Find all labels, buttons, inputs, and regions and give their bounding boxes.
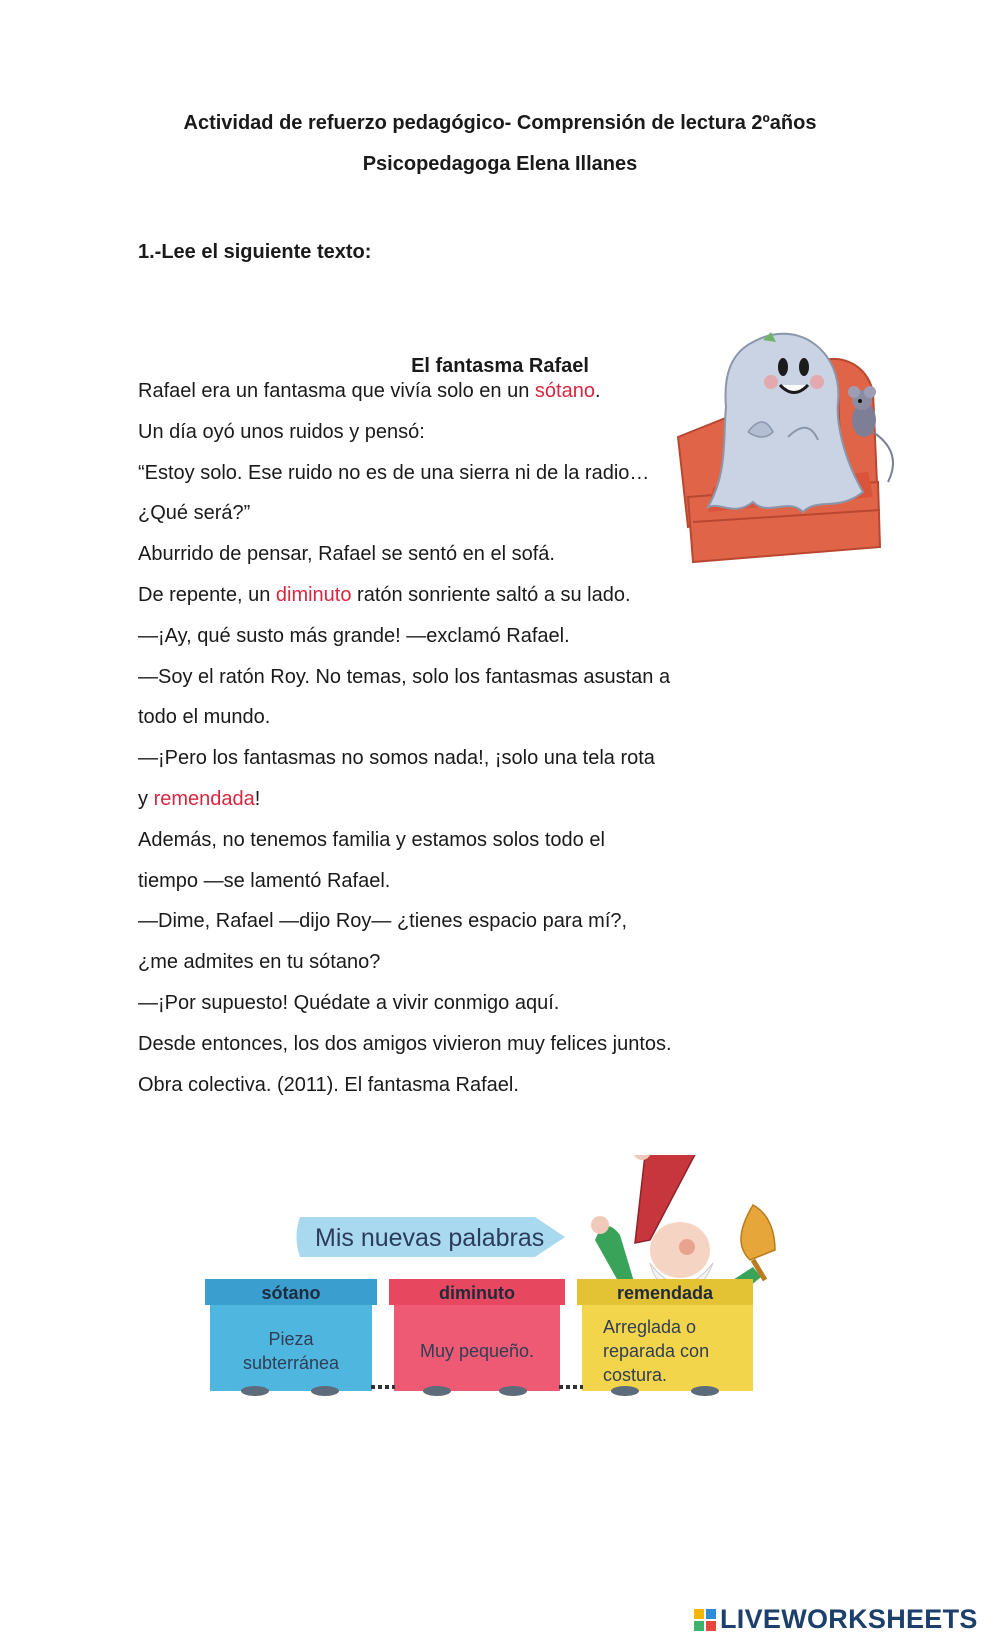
vocab-card-diminuto (389, 1279, 565, 1391)
story-text-segment: —¡Por supuesto! Quédate a vivir conmigo aquí. (138, 992, 560, 1014)
story-text-segment: Un día oyó unos ruidos y pensó: (138, 420, 425, 443)
vocab-card-remendada (577, 1279, 753, 1391)
story-text-segment: ratón sonriente saltó a su lado. (351, 584, 631, 606)
card-definition: Arreglada o (603, 1317, 697, 1337)
story-text-segment: ! (254, 788, 261, 810)
instruction: 1.-Lee el siguiente texto: (138, 241, 372, 263)
story-text-segment: ¿Qué será?” (138, 502, 251, 525)
story-line (138, 462, 649, 485)
vocabulary-banner (297, 1217, 566, 1257)
worksheet-title: Actividad de refuerzo pedagógico- Comprensión de lectura 2ºaños (183, 112, 817, 134)
story-line (138, 1033, 672, 1056)
vocabulary-word-highlight: remendada (153, 788, 255, 810)
story-line (138, 910, 627, 933)
story-line (138, 951, 380, 974)
ghost-sofa-illustration (668, 322, 928, 592)
story-text-segment: Además, no tenemos familia y estamos solos todo el (138, 828, 605, 851)
story-line (138, 706, 270, 729)
liveworksheets-logo (694, 1604, 994, 1636)
card-definition: subterránea (242, 1353, 340, 1373)
vocabulary-word-highlight: diminuto (275, 584, 352, 606)
card-definition: costura. (603, 1365, 668, 1385)
card-definition: Muy pequeño. (419, 1341, 535, 1361)
story-text-segment: Aburrido de pensar, Rafael se sentó en el sofá. (138, 543, 555, 566)
card-word: sótano (261, 1283, 321, 1303)
story-line (138, 1074, 519, 1097)
banner-label: Mis nuevas palabras (315, 1224, 545, 1252)
story-line (138, 584, 631, 607)
story-text-segment: —¡Ay, qué susto más grande! —exclamó Rafael. (138, 624, 570, 647)
story-text-segment: De repente, un (138, 584, 276, 606)
story-line (138, 502, 250, 525)
story-line (138, 380, 601, 403)
story-text-segment: . (594, 380, 601, 402)
story-text-segment: y (138, 788, 154, 810)
logo-grid-icon (694, 1609, 716, 1631)
story-line (138, 421, 425, 444)
card-word: remendada (616, 1283, 714, 1303)
brand-name: LIVEWORKSHEETS (720, 1604, 978, 1634)
story-text-segment: —Soy el ratón Roy. No temas, solo los fantasmas asustan a (138, 665, 671, 688)
story-line (138, 543, 555, 566)
story-text-segment: ¿me admites en tu sótano? (138, 951, 381, 974)
story-text-segment: —Dime, Rafael —dijo Roy— ¿tienes espacio para mí?, (138, 910, 628, 933)
story-line (138, 829, 605, 852)
story-text-segment: “Estoy solo. Ese ruido no es de una sierra ni de la radio… (138, 461, 650, 484)
story-line (138, 788, 260, 811)
story-line (138, 992, 559, 1015)
story-text-segment: Desde entonces, los dos amigos vivieron muy felices juntos. (138, 1032, 672, 1055)
story-line (138, 625, 570, 648)
story-text-segment: —¡Pero los fantasmas no somos nada!, ¡solo una tela rota (138, 747, 655, 770)
story-line (138, 747, 655, 770)
vocabulary-illustration (205, 1155, 825, 1455)
card-definition: Pieza (268, 1329, 314, 1349)
story-line (138, 666, 670, 689)
story-title: El fantasma Rafael (411, 355, 589, 377)
card-definition: reparada con (603, 1341, 710, 1361)
story-text-segment: Rafael era un fantasma que vivía solo en un (138, 380, 535, 402)
story-text-segment: Obra colectiva. (2011). El fantasma Rafael. (138, 1073, 519, 1096)
story-line (138, 870, 390, 893)
story-text-segment: tiempo —se lamentó Rafael. (138, 869, 391, 892)
vocabulary-word-highlight: sótano (534, 380, 595, 402)
story-text-segment: todo el mundo. (138, 706, 271, 729)
card-word: diminuto (439, 1283, 515, 1303)
worksheet-author: Psicopedagoga Elena Illanes (362, 153, 638, 175)
vocab-card-sotano (205, 1279, 377, 1391)
